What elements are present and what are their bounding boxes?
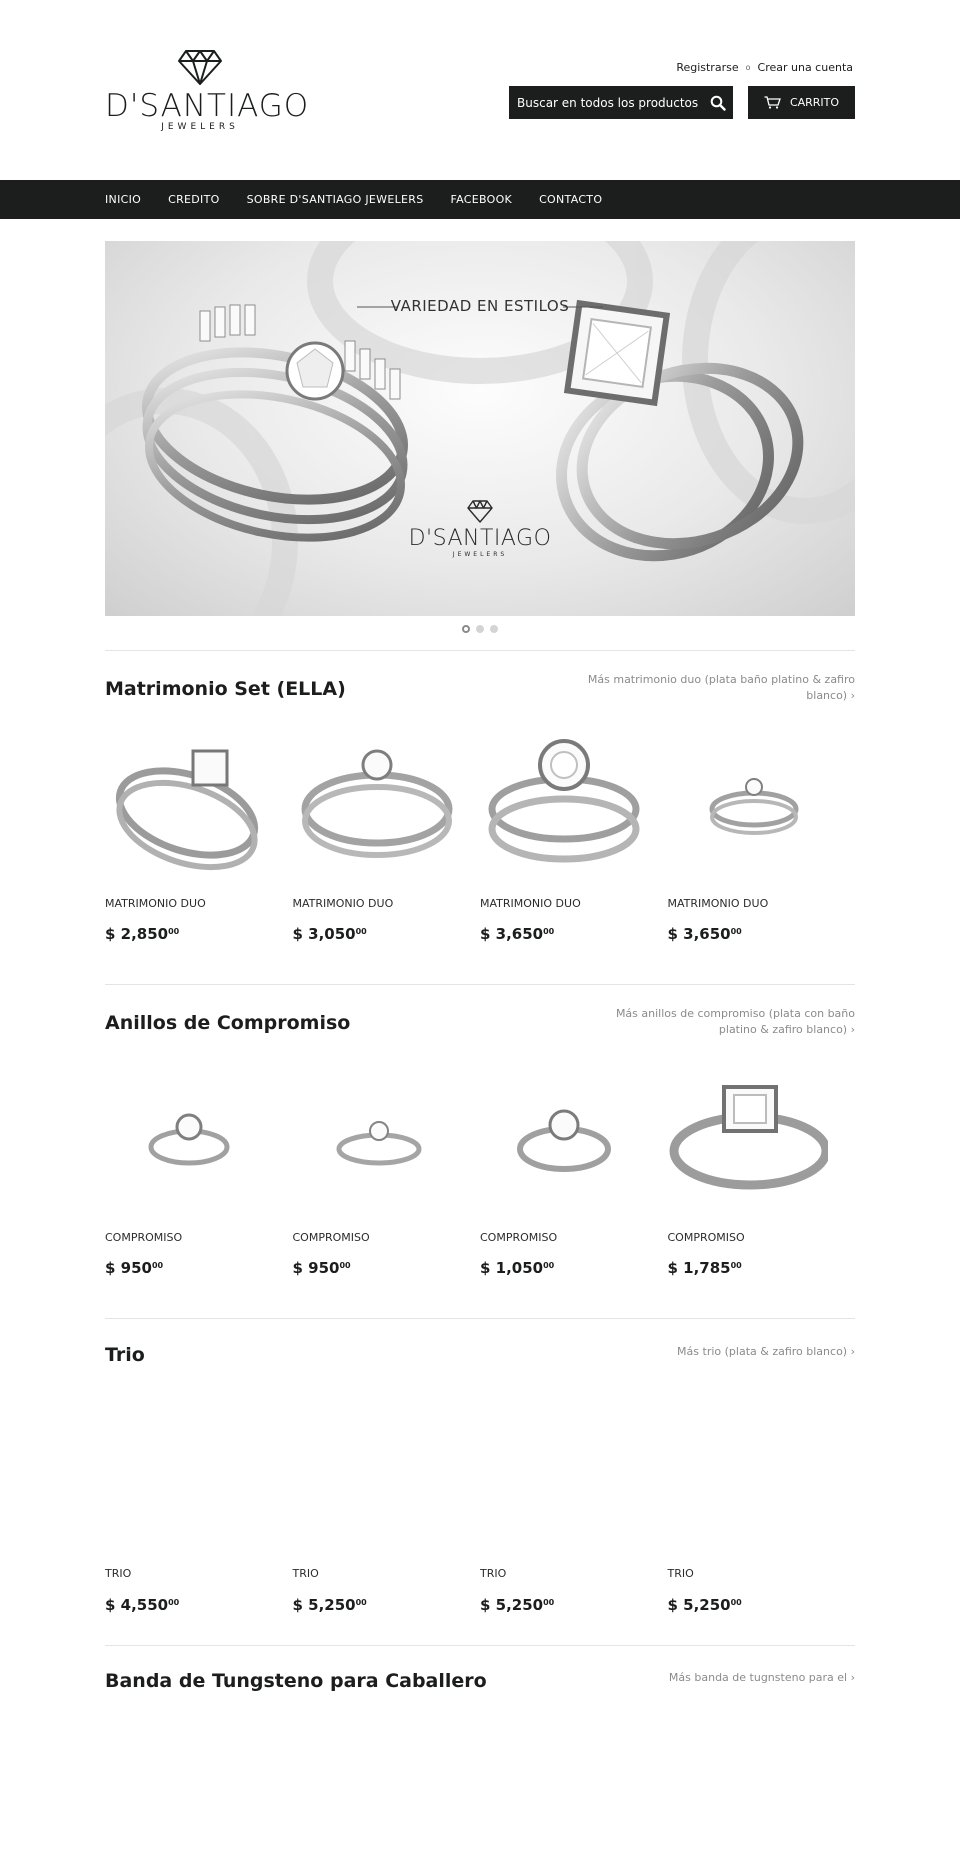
product-name: MATRIMONIO DUO	[667, 897, 769, 910]
site-header	[105, 0, 855, 180]
section-more-link[interactable]: Más matrimonio duo (plata baño platino & zafiro blanco) ›	[587, 673, 855, 702]
cart-button[interactable]	[748, 86, 855, 119]
nav-item-facebook[interactable]: FACEBOOK	[450, 193, 513, 206]
section-title: Matrimonio Set (ELLA)	[105, 678, 346, 700]
ring-image	[480, 725, 640, 885]
product-price: $ 3,650$^{00}$	[480, 925, 555, 943]
hero-caption	[105, 297, 855, 315]
collection-trio	[105, 1318, 855, 1638]
create-account-link[interactable]: Crear una cuenta	[757, 61, 853, 74]
cart-icon	[764, 96, 781, 109]
product-price: $ 5,250$^{00}$	[480, 1596, 555, 1614]
section-more-link[interactable]: Más banda de tugnsteno para el ›	[668, 1671, 855, 1684]
section-more-link[interactable]: Más trio (plata & zafiro blanco) ›	[677, 1345, 855, 1358]
ring-image	[480, 1059, 640, 1219]
account-links	[676, 61, 853, 74]
slide-dot-1[interactable]	[462, 625, 470, 633]
hero-slideshow[interactable]	[105, 241, 855, 616]
product-price: $ 4,550$^{00}$	[105, 1596, 180, 1614]
register-link[interactable]: Registrarse	[676, 61, 739, 74]
product-price: $ 5,250$^{00}$	[292, 1596, 367, 1614]
product-card[interactable]	[105, 1059, 293, 1289]
product-card[interactable]	[668, 1393, 856, 1623]
product-card[interactable]	[105, 1393, 293, 1623]
slide-dot-2[interactable]	[476, 625, 484, 633]
hero-caption-text: VARIEDAD EN ESTILOS	[390, 297, 570, 315]
ring-image	[105, 1059, 265, 1219]
product-name: TRIO	[667, 1567, 694, 1580]
collection-tungsteno	[105, 1645, 855, 1745]
product-price: $ $950^{00}$	[292, 1259, 351, 1277]
product-card[interactable]	[668, 725, 856, 955]
product-name: COMPROMISO	[667, 1231, 745, 1244]
site-logo[interactable]	[105, 44, 310, 136]
nav-item-contacto[interactable]: CONTACTO	[539, 193, 603, 206]
search-bar[interactable]	[509, 86, 733, 119]
section-title: Banda de Tungsteno para Caballero	[105, 1670, 487, 1692]
section-divider	[105, 1645, 855, 1646]
account-separator: o	[745, 63, 751, 72]
slideshow-pagination	[0, 625, 960, 635]
product-name: MATRIMONIO DUO	[480, 897, 581, 910]
product-card[interactable]	[668, 1059, 856, 1289]
product-name: TRIO	[480, 1567, 507, 1580]
collection-matrimonio	[105, 650, 855, 960]
product-card[interactable]	[293, 725, 481, 955]
section-divider	[105, 1318, 855, 1319]
nav-item-credito[interactable]: CREDITO	[168, 193, 220, 206]
product-price: $ 3,050$^{00}$	[292, 925, 367, 943]
search-input[interactable]: Buscar en todos los productos	[517, 95, 699, 110]
section-title: Anillos de Compromiso	[105, 1012, 351, 1034]
product-name: COMPROMISO	[105, 1231, 183, 1244]
hero-logo-subtitle: JEWELERS	[452, 551, 508, 558]
product-price: $ 3,650$^{00}$	[667, 925, 742, 943]
ring-image	[668, 1059, 828, 1219]
product-price: $ 2,850$^{00}$	[105, 925, 180, 943]
product-card[interactable]	[293, 1059, 481, 1289]
product-grid	[105, 725, 855, 955]
slide-dot-3[interactable]	[490, 625, 498, 633]
search-icon[interactable]	[703, 86, 733, 119]
hero-logo-name: D'SANTIAGO	[408, 526, 552, 551]
collection-compromiso	[105, 984, 855, 1294]
product-card[interactable]	[293, 1393, 481, 1623]
product-grid	[105, 1059, 855, 1289]
section-divider	[105, 984, 855, 985]
product-price: $ 1,785$^{00}$	[667, 1259, 742, 1277]
nav-item-sobre[interactable]: SOBRE D'SANTIAGO JEWELERS	[246, 193, 424, 206]
logo-name: D'SANTIAGO	[105, 88, 310, 124]
product-card[interactable]	[480, 1393, 668, 1623]
product-card[interactable]	[105, 725, 293, 955]
product-name: MATRIMONIO DUO	[105, 897, 206, 910]
ring-image	[293, 725, 453, 885]
ring-image	[105, 725, 265, 885]
product-name: TRIO	[105, 1567, 132, 1580]
product-name: MATRIMONIO DUO	[292, 897, 394, 910]
section-title: Trio	[105, 1344, 145, 1366]
ring-image	[293, 1059, 453, 1219]
product-card[interactable]	[480, 1059, 668, 1289]
product-card[interactable]	[480, 725, 668, 955]
cart-label: CARRITO	[789, 96, 840, 109]
nav-item-inicio[interactable]: INICIO	[105, 193, 142, 206]
product-grid	[105, 1393, 855, 1623]
section-divider	[105, 650, 855, 651]
main-navigation	[0, 180, 960, 219]
product-name: COMPROMISO	[480, 1231, 558, 1244]
section-more-link[interactable]: Más anillos de compromiso (plata con baño platino & zafiro blanco) ›	[615, 1007, 855, 1036]
logo-subtitle: JEWELERS	[161, 122, 239, 132]
product-name: TRIO	[292, 1567, 319, 1580]
ring-image	[668, 725, 828, 885]
diamond-logo-icon	[105, 44, 295, 88]
product-name: COMPROMISO	[292, 1231, 370, 1244]
product-price: $ 5,250$^{00}$	[667, 1596, 742, 1614]
product-price: $ 1,050$^{00}$	[480, 1259, 555, 1277]
product-price: $ $950^{00}$	[105, 1259, 164, 1277]
